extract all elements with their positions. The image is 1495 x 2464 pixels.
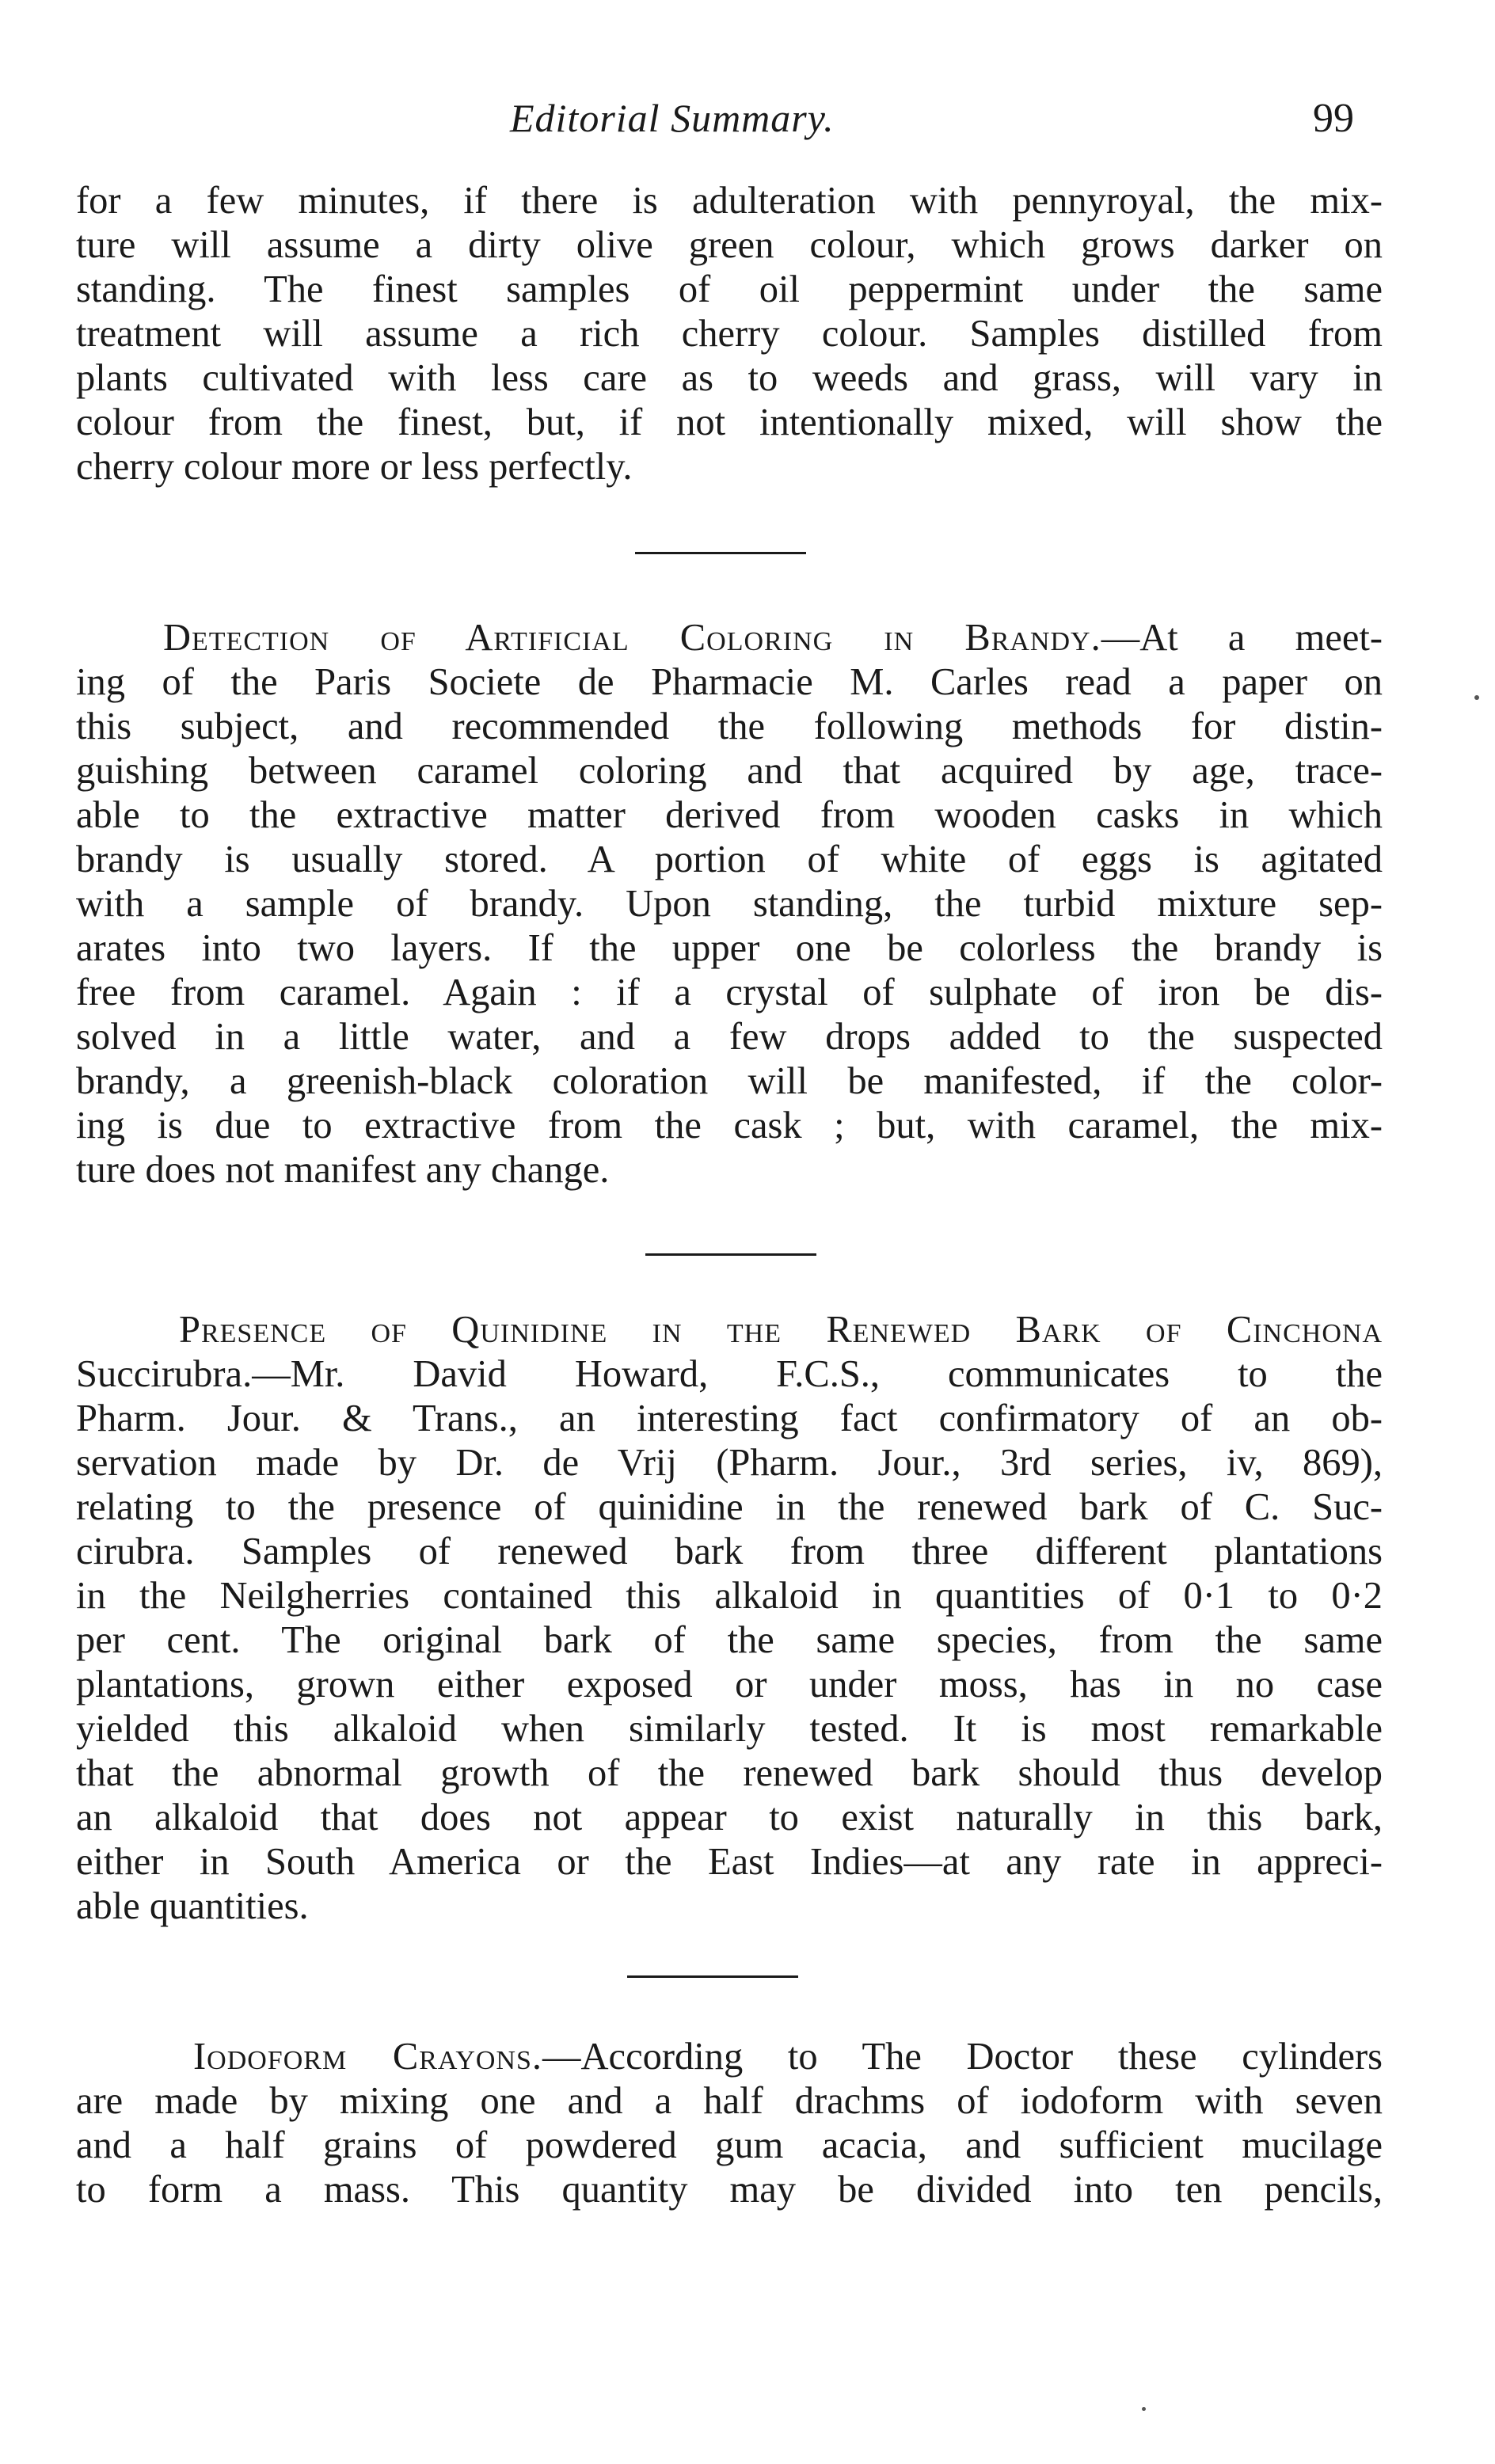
section-divider xyxy=(635,552,806,554)
running-head xyxy=(0,95,1495,158)
text-line: are made by mixing one and a half drachms of iodoform with seven xyxy=(76,2080,1383,2122)
heading-continuation: —At a meet- xyxy=(1101,617,1383,659)
section-divider xyxy=(645,1253,816,1256)
section-heading: Iodoform Crayons. xyxy=(193,2036,543,2078)
paragraph-first-line xyxy=(76,616,1383,660)
page-number: 99 xyxy=(1313,96,1354,141)
paragraph-first-line xyxy=(76,1308,1383,1352)
text-line: standing. The finest samples of oil peppermint under the same xyxy=(76,268,1383,310)
text-line: cirubra. Samples of renewed bark from three different plantations xyxy=(76,1530,1383,1572)
text-line: guishing between caramel coloring and that acquired by age, trace- xyxy=(76,750,1383,792)
text-line: cherry colour more or less perfectly. xyxy=(76,446,633,488)
text-line: per cent. The original bark of the same species, from the same xyxy=(76,1619,1383,1661)
text-line: in the Neilgherries contained this alkaloid in quantities of 0·1 to 0·2 xyxy=(76,1575,1383,1617)
text-line: and a half grains of powdered gum acacia, and sufficient mucilage xyxy=(76,2124,1383,2166)
print-speck xyxy=(1142,2407,1146,2411)
text-line: solved in a little water, and a few drops added to the suspected xyxy=(76,1016,1383,1058)
text-line: able quantities. xyxy=(76,1885,309,1927)
text-line: an alkaloid that does not appear to exist naturally in this bark, xyxy=(76,1797,1383,1838)
text-line: ing of the Paris Societe de Pharmacie M. Carles read a paper on xyxy=(76,661,1383,703)
running-title: Editorial Summary. xyxy=(510,96,835,140)
iodoform-paragraph xyxy=(76,2035,1383,2212)
text-line: to form a mass. This quantity may be divided into ten pencils, xyxy=(76,2169,1383,2211)
text-line: this subject, and recommended the following methods for distin- xyxy=(76,705,1383,747)
section-heading: Presence of Quinidine in the Renewed Bark of Cinchona xyxy=(179,1309,1383,1351)
text-line: either in South America or the East Indies—at any rate in appreci- xyxy=(76,1841,1383,1883)
text-line: with a sample of brandy. Upon standing, the turbid mixture sep- xyxy=(76,883,1383,925)
text-line: treatment will assume a rich cherry colour. Samples distilled from xyxy=(76,313,1383,355)
brandy-paragraph xyxy=(76,616,1383,1192)
text-line: Succirubra.—Mr. David Howard, F.C.S., communicates to the xyxy=(76,1353,1383,1395)
text-line: brandy, a greenish-black coloration will be manifested, if the color- xyxy=(76,1060,1383,1102)
text-line: relating to the presence of quinidine in the renewed bark of C. Suc- xyxy=(76,1486,1383,1528)
text-line: free from caramel. Again : if a crystal of sulphate of iron be dis- xyxy=(76,972,1383,1013)
section-divider xyxy=(627,1975,798,1978)
heading-continuation: —According to The Doctor these cylinders xyxy=(542,2036,1383,2078)
text-line: servation made by Dr. de Vrij (Pharm. Jour., 3rd series, iv, 869), xyxy=(76,1442,1383,1484)
text-line: able to the extractive matter derived from wooden casks in which xyxy=(76,794,1383,836)
text-line: arates into two layers. If the upper one be colorless the brandy is xyxy=(76,927,1383,969)
quinidine-paragraph xyxy=(76,1308,1383,1929)
text-line: plantations, grown either exposed or under moss, has in no case xyxy=(76,1664,1383,1705)
text-line: that the abnormal growth of the renewed bark should thus develop xyxy=(76,1752,1383,1794)
text-line: plants cultivated with less care as to weeds and grass, will vary in xyxy=(76,357,1383,399)
print-speck xyxy=(1474,695,1479,700)
text-line: Pharm. Jour. & Trans., an interesting fact confirmatory of an ob- xyxy=(76,1397,1383,1439)
paragraph-first-line xyxy=(76,2035,1383,2079)
text-line: ing is due to extractive from the cask ; but, with caramel, the mix- xyxy=(76,1105,1383,1146)
continuation-paragraph xyxy=(76,179,1383,489)
text-line: ture will assume a dirty olive green colour, which grows darker on xyxy=(76,224,1383,266)
text-line: colour from the finest, but, if not intentionally mixed, will show the xyxy=(76,401,1383,443)
text-line: for a few minutes, if there is adulteration with pennyroyal, the mix- xyxy=(76,180,1383,222)
text-line: brandy is usually stored. A portion of white of eggs is agitated xyxy=(76,838,1383,880)
text-line: ture does not manifest any change. xyxy=(76,1149,610,1191)
section-heading: Detection of Artificial Coloring in Brandy. xyxy=(163,617,1101,659)
text-line: yielded this alkaloid when similarly tested. It is most remarkable xyxy=(76,1708,1383,1750)
